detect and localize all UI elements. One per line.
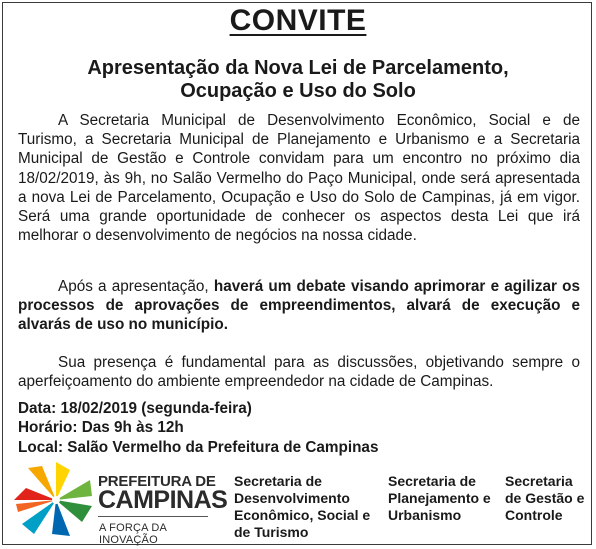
event-location: Local: Salão Vermelho da Prefeitura de Campinas (18, 438, 379, 456)
logo-line-1: PREFEITURA DE (98, 473, 216, 490)
invite-title (0, 4, 596, 38)
invite-subtitle (0, 57, 596, 103)
subtitle-line-2: Ocupação e Uso do Solo (180, 80, 416, 102)
campinas-star-icon (12, 460, 96, 538)
invite-title-text: CONVITE (229, 4, 367, 37)
logo-divider (98, 516, 208, 517)
paragraph-debate-intro: Após a apresentação, (58, 278, 214, 295)
logo-line-2: CAMPINAS (98, 486, 228, 514)
event-details (18, 399, 580, 457)
secretariat-planejamento: Secretaria de Planejamento e Urbanismo (388, 473, 491, 523)
paragraph-debate-highlight: haverá um debate visando aprimorar e agilizar os processos de aprovações de empreendimentos, alvará de execução e alvarás de uso no município. (18, 278, 580, 334)
logo-center (52, 496, 60, 504)
secretariat-gestao: Secretaria de Gestão e Controle (505, 473, 585, 523)
subtitle-line-1: Apresentação da Nova Lei de Parcelamento, (87, 57, 509, 79)
paragraph-debate (18, 277, 580, 335)
event-time: Horário: Das 9h às 12h (18, 419, 184, 437)
paragraph-intro: A Secretaria Municipal de Desenvolvimento Econômico, Social e de Turismo, a Secretaria Municipal de Planejamento e Urbanismo e a Secretaria Municipal de Gestão e Controle convidam para um encontro no próximo dia 18/02/2019, às 9h, no Salão Vermelho do Paço Municipal, onde será apresentada a nova Lei de Parcelamento, Ocupação e Uso do Solo de Campinas, já em vigor. Será uma grande oportunidade de conhecer os aspectos desta Lei que irá melhorar o desenvolvimento de negócios na nossa cidade. (18, 112, 580, 245)
logo-tagline: A FORÇA DA INOVAÇÃO (99, 522, 167, 546)
paragraph-closing: Sua presença é fundamental para as discussões, objetivando sempre o aperfeiçoamento do ambiente empreendedor na cidade de Campinas. (18, 354, 580, 391)
secretariat-desenvolvimento: Secretaria de Desenvolvimento Econômico, Social e de Turismo (234, 473, 371, 540)
prefeitura-logo (12, 460, 228, 546)
event-date: Data: 18/02/2019 (segunda-feira) (18, 400, 252, 417)
